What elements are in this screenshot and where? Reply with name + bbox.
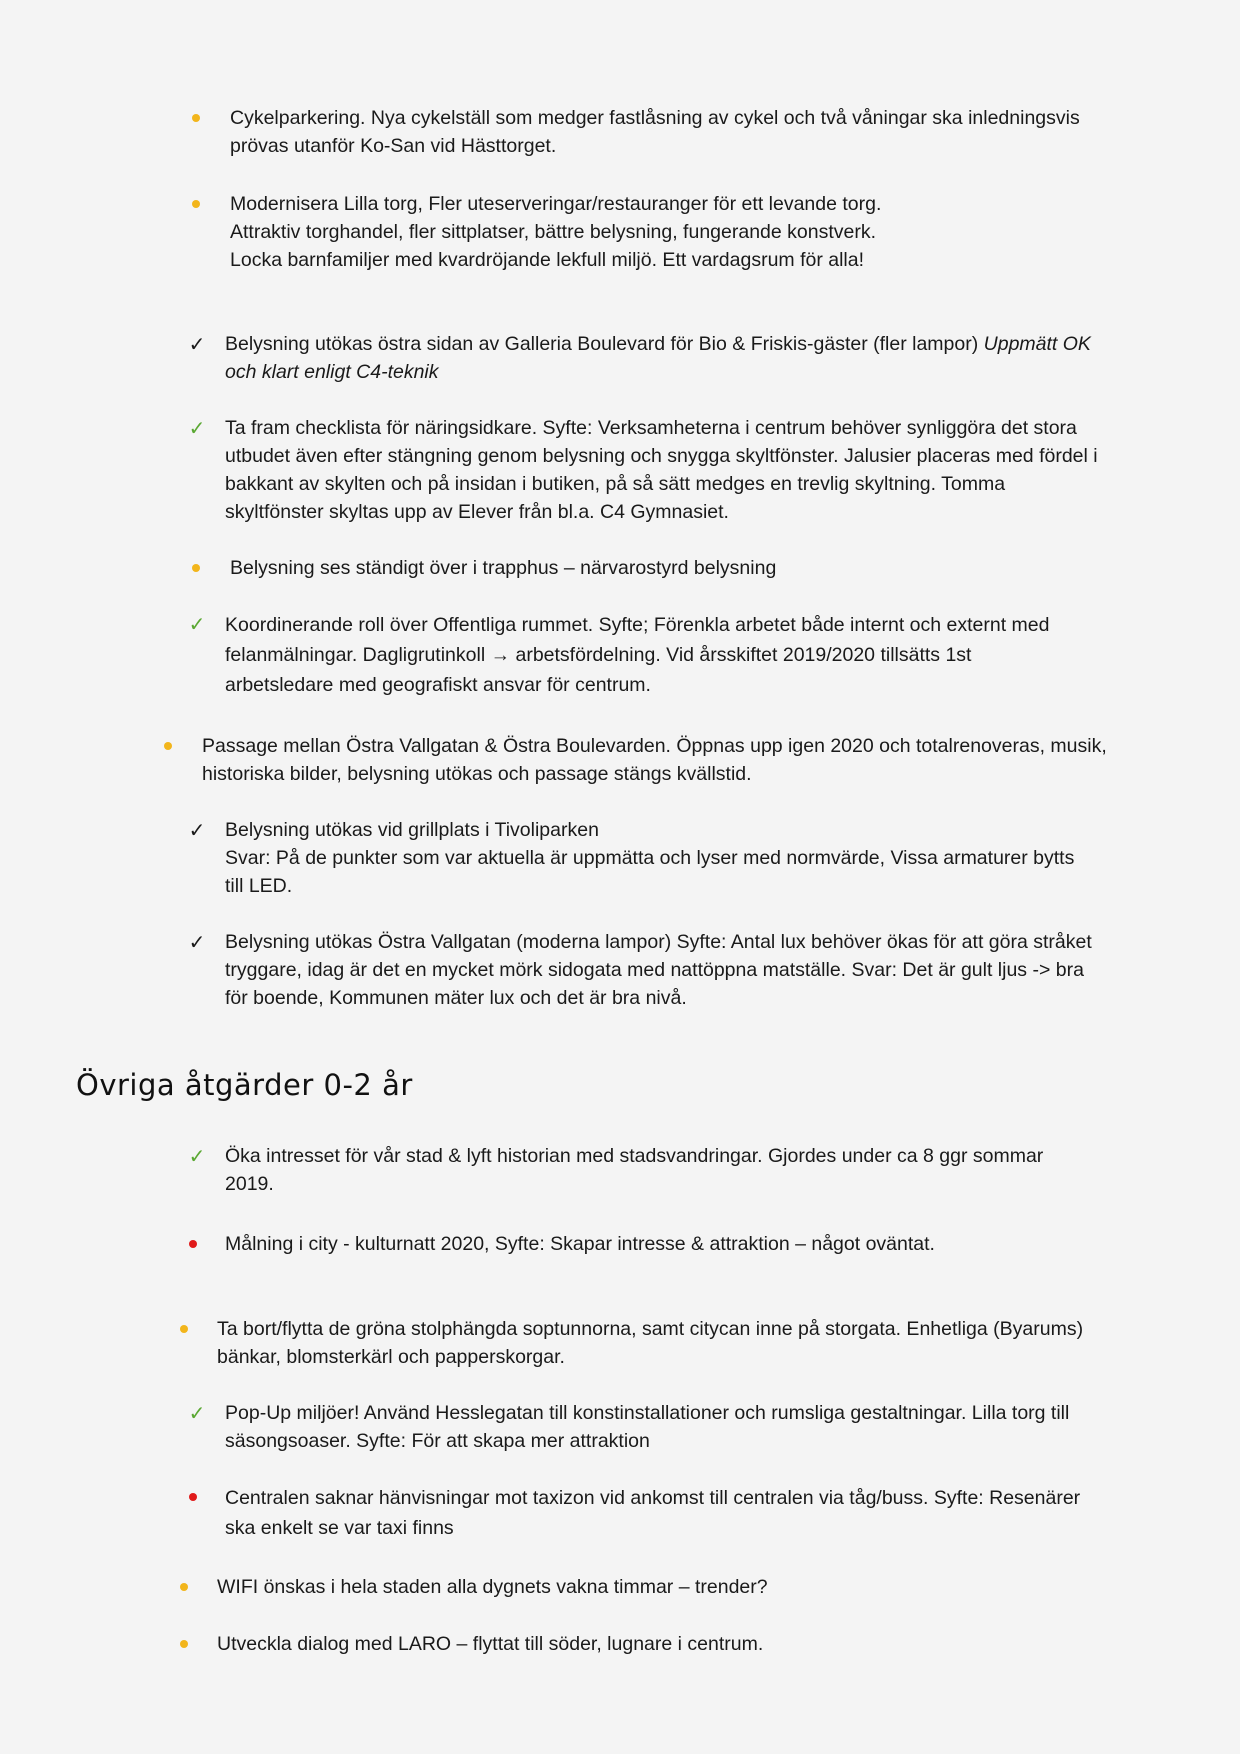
- list-item-text: Belysning utökas Östra Vallgatan (moderna lampor) Syfte: Antal lux behöver ökas för att göra stråket: [225, 931, 1092, 953]
- bullet-dot-icon: [183, 1230, 203, 1258]
- checkmark-icon: ✓: [188, 930, 206, 954]
- section-heading: Övriga åtgärder 0-2 år: [76, 1068, 413, 1102]
- list-item-text: Ta bort/flytta de gröna stolphängda soptunnorna, samt citycan inne på storgata. Enhetliga (Byarums): [217, 1318, 1084, 1340]
- checkmark-icon: ✓: [188, 332, 206, 356]
- list-item-text: Cykelparkering. Nya cykelställ som medger fastlåsning av cykel och två våningar ska inledningsvis: [230, 107, 1080, 129]
- list-item-text: Modernisera Lilla torg, Fler uteserveringar/restauranger för ett levande torg.: [230, 193, 882, 215]
- list-item-text: WIFI önskas i hela staden alla dygnets vakna timmar – trender?: [217, 1576, 768, 1598]
- list-item-text: bakkant av skylten och på insidan i butiken, på så sätt medges en trevlig skyltning. Tomma: [225, 473, 1006, 495]
- bullet-dot-icon: [183, 1483, 203, 1511]
- list-item-text: Attraktiv torghandel, fler sittplatser, bättre belysning, fungerande konstverk.: [230, 221, 877, 243]
- list-item-text: arbetsledare med geografiskt ansvar för centrum.: [225, 674, 651, 696]
- checkmark-icon: ✓: [188, 612, 206, 636]
- list-item-text: Pop-Up miljöer! Använd Hesslegatan till konstinstallationer och rumsliga gestaltningar. Lilla torg till: [225, 1402, 1070, 1424]
- list-item-text: Passage mellan Östra Vallgatan & Östra Boulevarden. Öppnas upp igen 2020 och totalrenoveras, musik,: [202, 735, 1107, 757]
- checkmark-icon: ✓: [188, 1401, 206, 1425]
- status-note: Uppmätt OK: [983, 333, 1091, 355]
- list-item-text: Belysning utökas östra sidan av Galleria Boulevard för Bio & Friskis-gäster (fler lampor): [225, 333, 984, 355]
- list-item-text: Utveckla dialog med LARO – flyttat till söder, lugnare i centrum.: [217, 1633, 764, 1655]
- list-item-text: till LED.: [225, 875, 293, 897]
- bullet-dot-icon: [186, 104, 206, 132]
- list-item-text: Målning i city - kulturnatt 2020, Syfte: Skapar intresse & attraktion – något oväntat.: [225, 1233, 935, 1255]
- list-item-text: Locka barnfamiljer med kvardröjande lekfull miljö. Ett vardagsrum för alla!: [230, 249, 865, 271]
- list-item-text: Belysning ses ständigt över i trapphus – närvarostyrd belysning: [230, 557, 777, 579]
- list-item-text: säsongsoaser. Syfte: För att skapa mer attraktion: [225, 1430, 650, 1452]
- list-item-text: för boende, Kommunen mäter lux och det är bra nivå.: [225, 987, 687, 1009]
- list-item-text: Centralen saknar hänvisningar mot taxizon vid ankomst till centralen via tåg/buss. Syfte: Resenärer: [225, 1487, 1081, 1509]
- list-item-text: utbudet även efter stängning genom belysning och snygga skyltfönster. Jalusier placeras med fördel i: [225, 445, 1098, 467]
- list-item-text: Koordinerande roll över Offentliga rummet. Syfte; Förenkla arbetet både internt och externt med: [225, 614, 1050, 636]
- status-note: och klart enligt C4-teknik: [225, 361, 439, 383]
- list-item-text: Öka intresset för vår stad & lyft historian med stadsvandringar. Gjordes under ca 8 ggr sommar: [225, 1145, 1044, 1167]
- list-item-text: Svar: På de punkter som var aktuella är uppmätta och lyser med normvärde, Vissa armaturer bytts: [225, 847, 1075, 869]
- bullet-dot-icon: [174, 1573, 194, 1601]
- checkmark-icon: ✓: [188, 416, 206, 440]
- bullet-dot-icon: [186, 554, 206, 582]
- list-item-text: skyltfönster skyltas upp av Elever från bl.a. C4 Gymnasiet.: [225, 501, 729, 523]
- list-item-text: historiska bilder, belysning utökas och passage stängs kvällstid.: [202, 763, 752, 785]
- checkmark-icon: ✓: [188, 818, 206, 842]
- list-item-text: tryggare, idag är det en mycket mörk sidogata med nattöppna matställe. Svar: Det är gult ljus -> bra: [225, 959, 1084, 981]
- list-item-text: felanmälningar. Dagligrutinkoll → arbetsfördelning. Vid årsskiftet 2019/2020 tillsätts 1st: [225, 644, 972, 666]
- checkmark-icon: ✓: [188, 1144, 206, 1168]
- bullet-dot-icon: [174, 1315, 194, 1343]
- bullet-dot-icon: [158, 732, 178, 760]
- list-item-text: prövas utanför Ko-San vid Hästtorget.: [230, 135, 557, 157]
- bullet-dot-icon: [186, 190, 206, 218]
- list-item-text: ska enkelt se var taxi finns: [225, 1517, 454, 1539]
- list-item-text: Ta fram checklista för näringsidkare. Syfte: Verksamheterna i centrum behöver synliggöra det stora: [225, 417, 1077, 439]
- list-item-text: 2019.: [225, 1173, 274, 1195]
- list-item-text: bänkar, blomsterkärl och papperskorgar.: [217, 1346, 565, 1368]
- bullet-dot-icon: [174, 1630, 194, 1658]
- list-item-text: Belysning utökas vid grillplats i Tivoliparken: [225, 819, 599, 841]
